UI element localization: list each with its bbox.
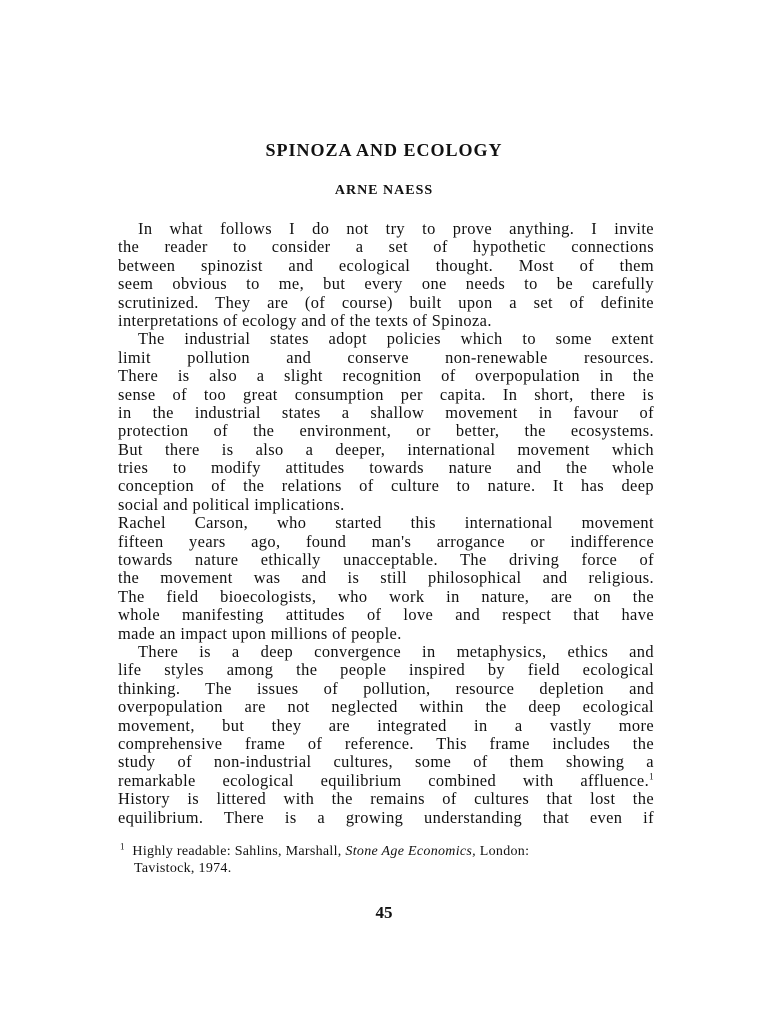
text-line [118,625,654,643]
text-line [118,717,654,735]
page-number: 45 [375,903,393,922]
text-line-content: In what follows I do not try to prove anything. I invite [138,219,654,238]
text-line-content: sense of too great consumption per capita. In short, there is [118,384,654,404]
text-line-content: There is a deep convergence in metaphysics, ethics and [138,641,654,661]
text-line [118,477,654,495]
text-line [118,661,654,679]
footnote-text: London: [475,844,530,859]
footnote-line [120,843,652,860]
footnote-book-title: Stone Age Economics, [345,844,476,859]
text-line-content: There is also a slight recognition of overpopulation in the [118,366,654,386]
text-line-content: life styles among the people inspired by field ecological [118,660,654,680]
text-line-content: between spinozist and ecological thought. Most of them [118,255,654,275]
text-line-content: tries to modify attitudes towards nature and the whole [118,458,654,478]
text-line [118,698,654,716]
text-line [118,533,654,551]
footnote-line: Tavistock, 1974. [134,861,232,876]
text-line [118,569,654,587]
article-body [118,220,654,827]
text-line [118,606,654,624]
text-line [118,496,654,514]
text-line-content: seem obvious to me, but every one needs to be carefully [118,274,654,294]
text-line-content: The industrial states adopt policies which to some extent [138,329,654,349]
text-line [118,551,654,569]
text-line [118,330,654,348]
text-line-content: History is littered with the remains of cultures that lost the [118,789,654,809]
text-line [118,294,654,312]
text-line [118,790,654,808]
text-line [118,312,654,330]
text-line-content: remarkable ecological equilibrium combined with affluence. [118,770,650,790]
text-line [118,753,654,771]
text-line [118,220,654,238]
text-line [118,588,654,606]
text-line [118,735,654,753]
text-line-content: the movement was and is still philosophical and religious. [118,568,654,588]
text-line-content: The field bioecologists, who work in nature, are on the [118,586,654,606]
text-line-content: interpretations of ecology and of the texts of Spinoza. [118,310,492,330]
text-line-content: made an impact upon millions of people. [118,623,402,643]
text-line [118,643,654,661]
footnote-text: Highly readable: Sahlins, Marshall, [132,844,346,859]
text-line-content: whole manifesting attitudes of love and respect that have [118,605,654,625]
text-line [118,422,654,440]
text-line [118,772,654,790]
text-line-content: comprehensive frame of reference. This frame includes the [118,733,654,753]
text-line-content: towards nature ethically unacceptable. The driving force of [118,550,654,570]
text-line-content: limit pollution and conserve non-renewable resources. [118,347,654,367]
text-line [118,514,654,532]
text-line [118,809,654,827]
text-line-content: the reader to consider a set of hypothetic connections [118,237,654,257]
article-title: SPINOZA AND ECOLOGY [265,140,503,160]
text-line-content: Rachel Carson, who started this international movement [118,513,654,533]
text-line-content: conception of the relations of culture to nature. It has deep [118,476,654,496]
text-line [118,680,654,698]
text-line [118,386,654,404]
text-line [118,459,654,477]
text-line [118,349,654,367]
text-line-content: But there is also a deeper, international movement which [118,439,654,459]
text-line-content: social and political implications. [118,494,345,514]
text-line-content: movement, but they are integrated in a vastly more [118,715,654,735]
text-line-content: equilibrium. There is a growing understanding that even if [118,807,654,827]
text-line [118,257,654,275]
text-line [118,404,654,422]
footnote [120,843,652,877]
text-line-content: overpopulation are not neglected within the deep ecological [118,697,654,717]
text-line [118,275,654,293]
text-line-content: in the industrial states a shallow movement in favour of [118,402,654,422]
text-line-content: study of non-industrial cultures, some of them showing a [118,752,654,772]
text-line-content: thinking. The issues of pollution, resource depletion and [118,678,654,698]
footnote-reference: 1 [649,771,654,782]
text-line [118,367,654,385]
article-author: ARNE NAESS [334,183,434,198]
text-line-content: fifteen years ago, found man's arrogance or indifference [118,531,654,551]
text-line [118,238,654,256]
text-line [118,441,654,459]
text-line-content: scrutinized. They are (of course) built upon a set of definite [118,292,654,312]
text-line-content: protection of the environment, or better, the ecosystems. [118,421,654,441]
footnote-marker: 1 [120,841,125,852]
